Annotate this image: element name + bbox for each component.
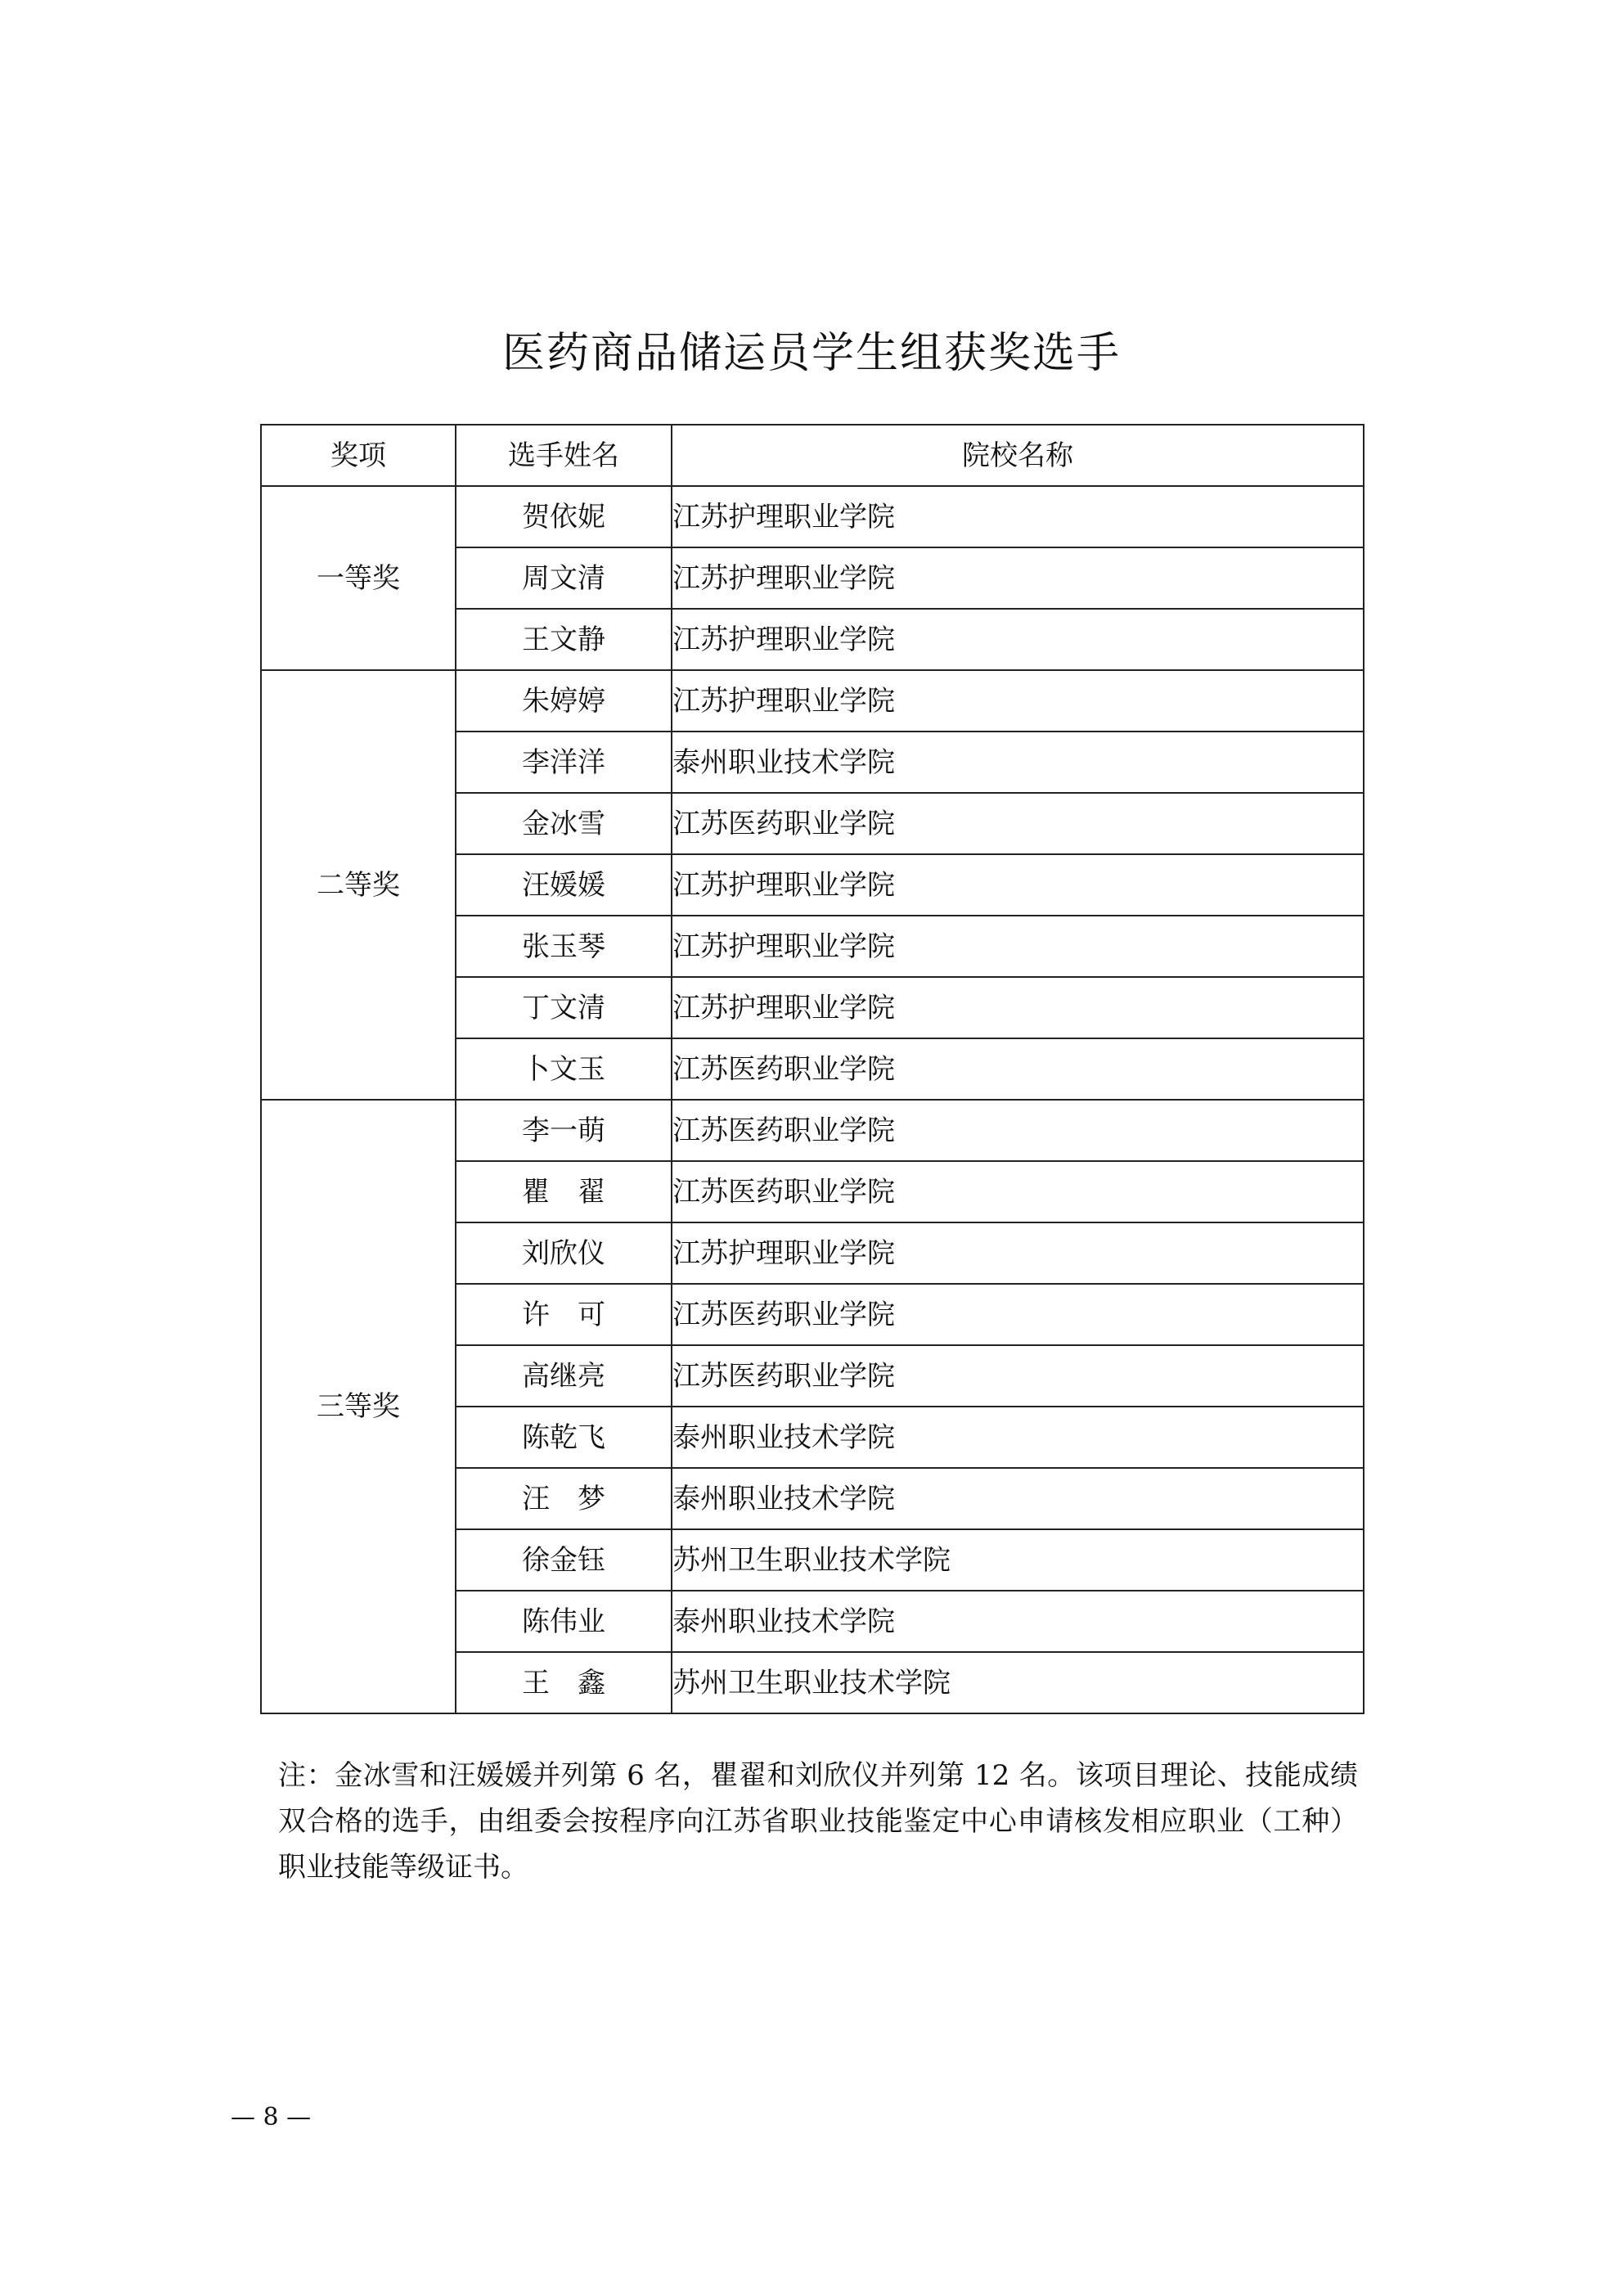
school-name-cell: 江苏医药职业学院	[672, 1100, 1364, 1161]
school-name-cell: 江苏护理职业学院	[672, 977, 1364, 1038]
school-name-cell: 江苏护理职业学院	[672, 547, 1364, 609]
page-number: — 8 —	[231, 2103, 312, 2132]
school-name-cell: 泰州职业技术学院	[672, 1407, 1364, 1468]
contestant-name-cell: 高继亮	[456, 1345, 672, 1407]
header-name: 选手姓名	[456, 425, 672, 486]
header-award: 奖项	[261, 425, 456, 486]
contestant-name-cell: 李一萌	[456, 1100, 672, 1161]
contestant-name-cell: 徐金钰	[456, 1529, 672, 1591]
school-name-cell: 泰州职业技术学院	[672, 1468, 1364, 1529]
school-name-cell: 江苏护理职业学院	[672, 670, 1364, 732]
school-name-cell: 苏州卫生职业技术学院	[672, 1529, 1364, 1591]
school-name-cell: 泰州职业技术学院	[672, 732, 1364, 793]
contestant-name-cell: 贺依妮	[456, 486, 672, 547]
awards-table-body	[261, 486, 1364, 1713]
awards-table	[260, 424, 1364, 1714]
contestant-name-cell: 陈伟业	[456, 1591, 672, 1652]
contestant-name-cell: 丁文清	[456, 977, 672, 1038]
school-name-cell: 江苏医药职业学院	[672, 1345, 1364, 1407]
school-name-cell: 江苏护理职业学院	[672, 916, 1364, 977]
school-name-cell: 江苏医药职业学院	[672, 793, 1364, 854]
table-row	[261, 1100, 1364, 1161]
contestant-name-cell: 汪 梦	[456, 1468, 672, 1529]
school-name-cell: 江苏护理职业学院	[672, 1222, 1364, 1284]
contestant-name-cell: 朱婷婷	[456, 670, 672, 732]
school-name-cell: 苏州卫生职业技术学院	[672, 1652, 1364, 1713]
contestant-name-cell: 金冰雪	[456, 793, 672, 854]
page-title: 医药商品储运员学生组获奖选手	[501, 329, 1121, 378]
contestant-name-cell: 卜文玉	[456, 1038, 672, 1100]
award-level-cell: 一等奖	[261, 486, 456, 670]
award-level-cell: 二等奖	[261, 670, 456, 1100]
table-row	[261, 670, 1364, 732]
contestant-name-cell: 张玉琴	[456, 916, 672, 977]
contestant-name-cell: 王文静	[456, 609, 672, 670]
footnote: 注：金冰雪和汪媛媛并列第 6 名，瞿翟和刘欣仪并列第 12 名。该项目理论、技能成绩双合格的选手，由组委会按程序向江苏省职业技能鉴定中心申请核发相应职业（工种）职业技能等级证书。	[278, 1759, 1358, 1884]
contestant-name-cell: 汪媛媛	[456, 854, 672, 916]
school-name-cell: 江苏医药职业学院	[672, 1284, 1364, 1345]
contestant-name-cell: 李洋洋	[456, 732, 672, 793]
school-name-cell: 江苏医药职业学院	[672, 1161, 1364, 1222]
contestant-name-cell: 瞿 翟	[456, 1161, 672, 1222]
school-name-cell: 江苏护理职业学院	[672, 486, 1364, 547]
contestant-name-cell: 许 可	[456, 1284, 672, 1345]
school-name-cell: 江苏医药职业学院	[672, 1038, 1364, 1100]
award-level-cell: 三等奖	[261, 1100, 456, 1713]
contestant-name-cell: 陈乾飞	[456, 1407, 672, 1468]
table-header-row	[261, 425, 1364, 486]
school-name-cell: 江苏护理职业学院	[672, 854, 1364, 916]
school-name-cell: 江苏护理职业学院	[672, 609, 1364, 670]
school-name-cell: 泰州职业技术学院	[672, 1591, 1364, 1652]
header-school: 院校名称	[672, 425, 1364, 486]
contestant-name-cell: 王 鑫	[456, 1652, 672, 1713]
contestant-name-cell: 周文清	[456, 547, 672, 609]
table-row	[261, 486, 1364, 547]
contestant-name-cell: 刘欣仪	[456, 1222, 672, 1284]
